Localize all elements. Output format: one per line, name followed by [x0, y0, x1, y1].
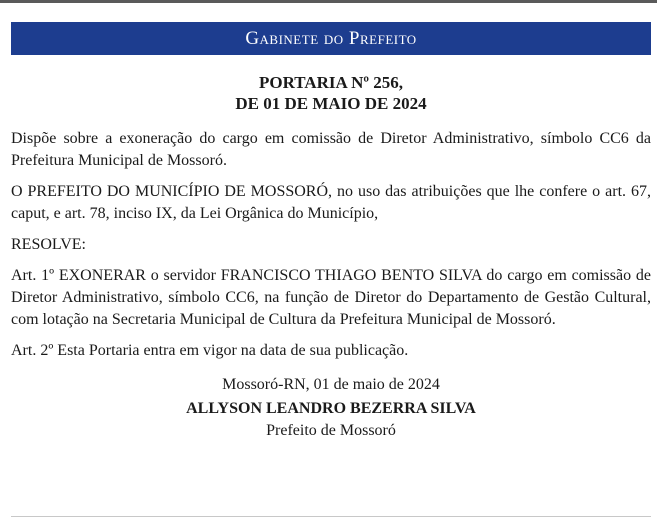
place-date: Mossoró-RN, 01 de maio de 2024 — [222, 376, 440, 393]
bottom-divider — [11, 516, 651, 517]
portaria-date: DE 01 DE MAIO DE 2024 — [235, 94, 427, 113]
resolve-label: RESOLVE: — [11, 236, 86, 253]
signer-name: ALLYSON LEANDRO BEZERRA SILVA — [186, 400, 476, 417]
portaria-document — [11, 72, 651, 442]
article-1-paragraph: Art. 1º EXONERAR o servidor FRANCISCO THIAGO BENTO SILVA do cargo em comissão de Diretor Administrativo, símbolo CC6, na função de Diretor do Departamento de Gestão Cultural, com lotação na Secretaria Municipal de Cultura da Prefeitura Municipal de Mossoró. — [11, 267, 651, 328]
portaria-number: PORTARIA Nº 256, — [258, 73, 403, 92]
section-header-title: Gabinete do Prefeito — [245, 27, 417, 49]
ementa-paragraph: Dispõe sobre a exoneração do cargo em comissão de Diretor Administrativo, símbolo CC6 da Prefeitura Municipal de Mossoró. — [11, 130, 651, 169]
top-divider — [0, 0, 657, 3]
preamble-paragraph: O PREFEITO DO MUNICÍPIO DE MOSSORÓ, no uso das atribuições que lhe confere o art. 67, caput, e art. 78, inciso IX, da Lei Orgânica do Município, — [11, 183, 651, 222]
section-header-bar — [11, 22, 651, 55]
signer-title: Prefeito de Mossoró — [266, 422, 396, 439]
article-2-paragraph: Art. 2º Esta Portaria entra em vigor na data de sua publicação. — [11, 342, 409, 359]
